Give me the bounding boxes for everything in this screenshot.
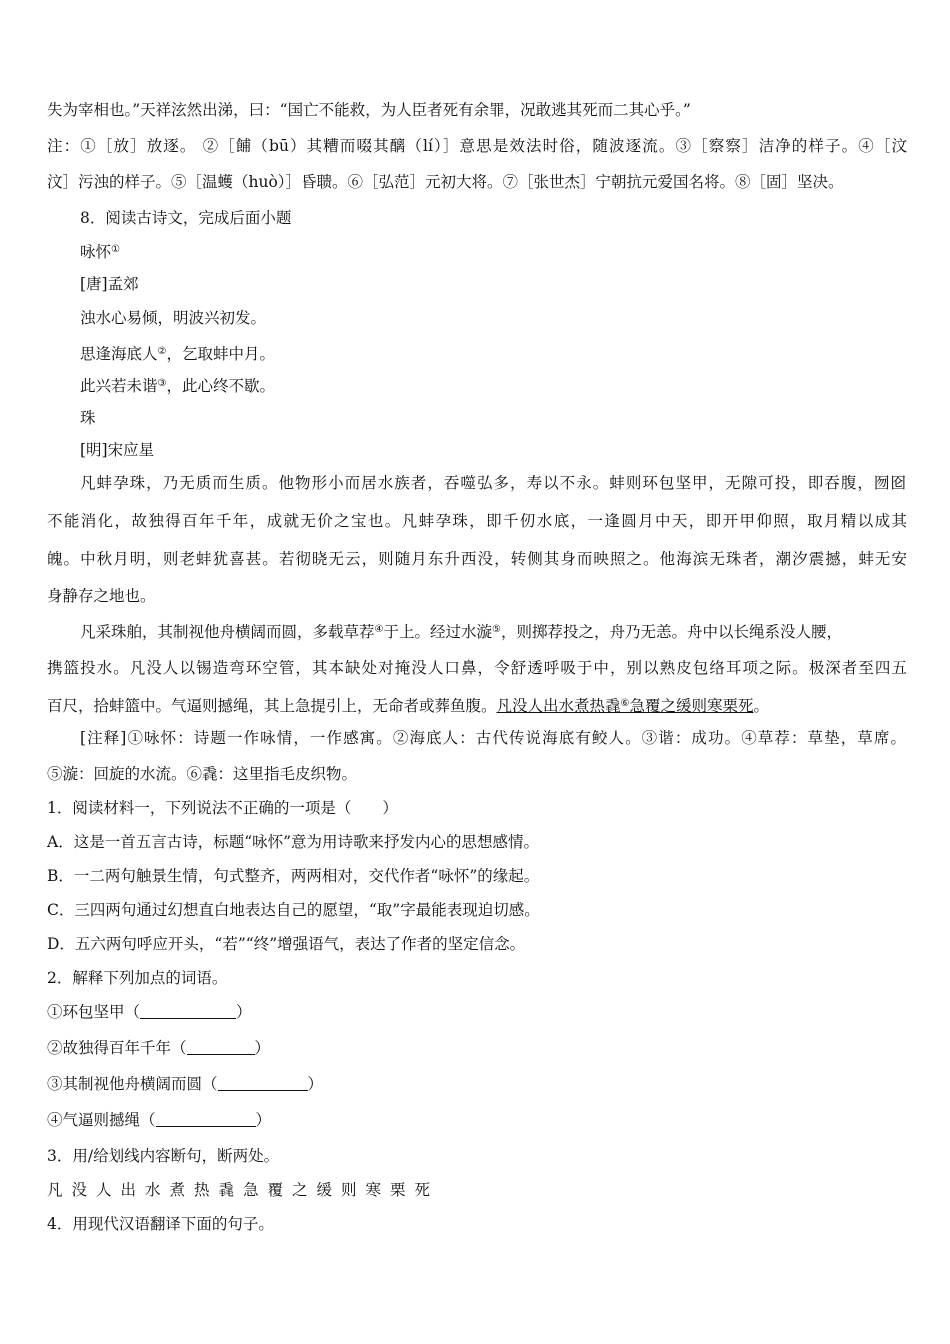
question-3: 3．用/给划线内容断句，断两处。 (47, 1147, 280, 1165)
prose-line: 凡蚌孕珠，乃无质而生质。他物形小而居水族者，吞噬弘多，寿以不永。蚌则环包坚甲，无隙可投，即吞腹，囫囵 (80, 474, 906, 492)
note-line: 注：①［放］放逐。 ②［餔（bū）其糟而啜其醨（lí）］意思是效法时俗，随波逐流。③［察察］洁净的样子。④［汶 (47, 137, 907, 155)
annotation-line: [注释]①咏怀：诗题一作咏情，一作感寓。②海底人：古代传说海底有鲛人。③谐：成功。④草荐：草垫，草席。 (80, 729, 906, 747)
question-2-item: ①环包坚甲（ ） (47, 1003, 252, 1021)
question-2-item: ④气逼则撼绳（ ） (47, 1111, 272, 1129)
question-2-item: ②故独得百年千年（ ） (47, 1039, 271, 1057)
underlined-sentence: 凡没人出水煮热毳⑥急覆之缓则寒栗死 (496, 697, 754, 715)
question-3-text: 凡没人出水煮热毳急覆之缓则寒栗死 (47, 1181, 440, 1199)
option-c: C．三四两句通过幻想直白地表达自己的愿望，“取”字最能表现迫切感。 (47, 901, 540, 919)
poem-line: 此兴若未谐③，此心终不歇。 (80, 377, 275, 395)
answer-blank[interactable] (140, 1004, 236, 1019)
option-b: B．一二两句触景生情，句式整齐，两两相对，交代作者“咏怀”的缘起。 (47, 867, 540, 885)
annotation-line: ⑤漩：回旋的水流。⑥毳：这里指毛皮织物。 (47, 765, 358, 783)
question-1: 1．阅读材料一，下列说法不正确的一项是（ ） (47, 799, 398, 817)
question-2-item: ③其制视他舟横阔而圆（ ） (47, 1075, 324, 1093)
answer-blank[interactable] (156, 1112, 256, 1127)
poem-title: 咏怀① (80, 243, 120, 261)
question-2: 2．解释下列加点的词语。 (47, 969, 228, 987)
option-d: D．五六两句呼应开头，“若”“终”增强语气，表达了作者的坚定信念。 (47, 935, 526, 953)
note-line: 汶］污浊的样子。⑤［温蠖（huò）］昏聩。⑥［弘范］元初大将。⑦［张世杰］宁朝抗元爱国名将。⑧［固］坚决。 (47, 173, 844, 191)
prose-line: 魄。中秋月明，则老蚌犹喜甚。若彻晓无云，则随月东升西没，转侧其身而映照之。他海滨无珠者，潮汐震撼，蚌无安 (47, 550, 907, 568)
poem-line: 思逢海底人②，乞取蚌中月。 (80, 345, 275, 363)
answer-blank[interactable] (218, 1076, 308, 1091)
poem-author: [唐]孟郊 (80, 275, 139, 293)
poem-line: 浊水心易倾，明波兴初发。 (80, 309, 267, 327)
option-a: A．这是一首五言古诗，标题“咏怀”意为用诗歌来抒发内心的思想感情。 (47, 833, 540, 851)
passage-tail-line: 失为宰相也。”天祥泫然出涕，曰：“国亡不能救，为人臣者死有余罪，况敢逃其死而二其心乎。” (47, 101, 691, 119)
prose-line: 携篮投水。凡没人以锡造弯环空管，其本缺处对掩没人口鼻，令舒透呼吸于中，别以熟皮包络耳项之际。极深者至四五 (47, 659, 907, 677)
prose-line: 百尺，拾蚌篮中。气逼则撼绳，其上急提引上，无命者或葬鱼腹。凡没人出水煮热毳⑥急覆之缓则寒栗死。 (47, 697, 770, 715)
question-4: 4．用现代汉语翻译下面的句子。 (47, 1215, 274, 1233)
prose-line: 凡采珠舶，其制视他舟横阔而圆，多载草荐④于上。经过水漩⑤，则掷荐投之，舟乃无恙。舟中以长绳系没人腰， (80, 623, 842, 641)
prose-author: [明]宋应星 (80, 441, 155, 459)
question-8-heading: 8．阅读古诗文，完成后面小题 (80, 209, 292, 227)
prose-line: 不能消化，故独得百年千年，成就无价之宝也。凡蚌孕珠，即千仞水底，一逢圆月中天，即开甲仰照，取月精以成其 (47, 512, 907, 530)
prose-title: 珠 (80, 409, 96, 427)
prose-line: 身静存之地也。 (47, 587, 156, 605)
answer-blank[interactable] (187, 1040, 255, 1055)
